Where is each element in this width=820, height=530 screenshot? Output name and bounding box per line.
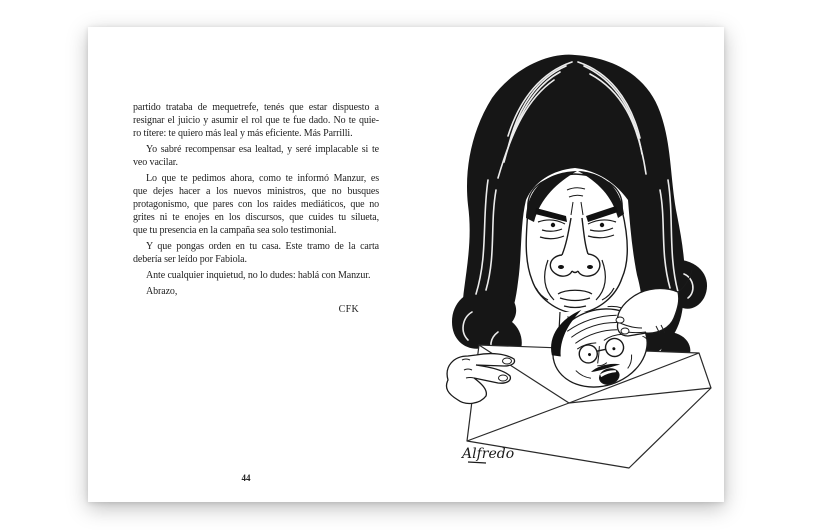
page-number: 44	[241, 473, 251, 483]
text-line: Yo sabré recompensar esa lealtad, y seré implacable si te	[146, 144, 379, 155]
artist-signature	[460, 446, 514, 463]
text-line: partido trataba de mequetrefe, tenés que estar dispuesto a	[133, 102, 379, 113]
text-line: Y que pongas orden en tu casa. Este tramo de la carta	[146, 241, 379, 252]
text-line: Abrazo,	[146, 286, 178, 297]
text-line: resignar el juicio y asumir el rol que te fue dado. No te quie-	[133, 115, 379, 126]
text-line: grites ni te enojes en los discursos, que cuides tu silueta,	[133, 212, 379, 223]
caricature-illustration	[432, 50, 722, 495]
paragraph	[133, 101, 379, 140]
letter-signature: CFK	[338, 304, 359, 315]
text-line: Lo que te pedimos ahora, como te informó Manzur, es	[146, 173, 379, 184]
text-line: Ante cualquier inquietud, no lo dudes: hablá con Manzur.	[146, 270, 371, 281]
artist-signature-text: Alfredo	[462, 446, 515, 462]
paragraph	[133, 269, 379, 282]
text-line: que tu presencia en la campaña sea solo testimonial.	[133, 225, 337, 236]
paragraph	[133, 143, 379, 169]
paragraph	[133, 172, 379, 237]
paragraphs	[133, 101, 379, 298]
paragraph	[133, 240, 379, 266]
text-line: protagonismo, que pares con los raides mediáticos, que no	[133, 199, 379, 210]
book-page	[88, 27, 724, 502]
letter-text-block	[133, 101, 379, 316]
paragraph	[133, 285, 379, 298]
text-line: ro títere: te quiero más leal y más eficiente. Más Parrilli.	[133, 128, 353, 139]
text-line: veo vacilar.	[133, 157, 178, 168]
text-line: que dejes hacer a los nuevos ministros, que no busques	[133, 186, 379, 197]
text-line: debería ser leído por Fabiola.	[133, 254, 247, 265]
